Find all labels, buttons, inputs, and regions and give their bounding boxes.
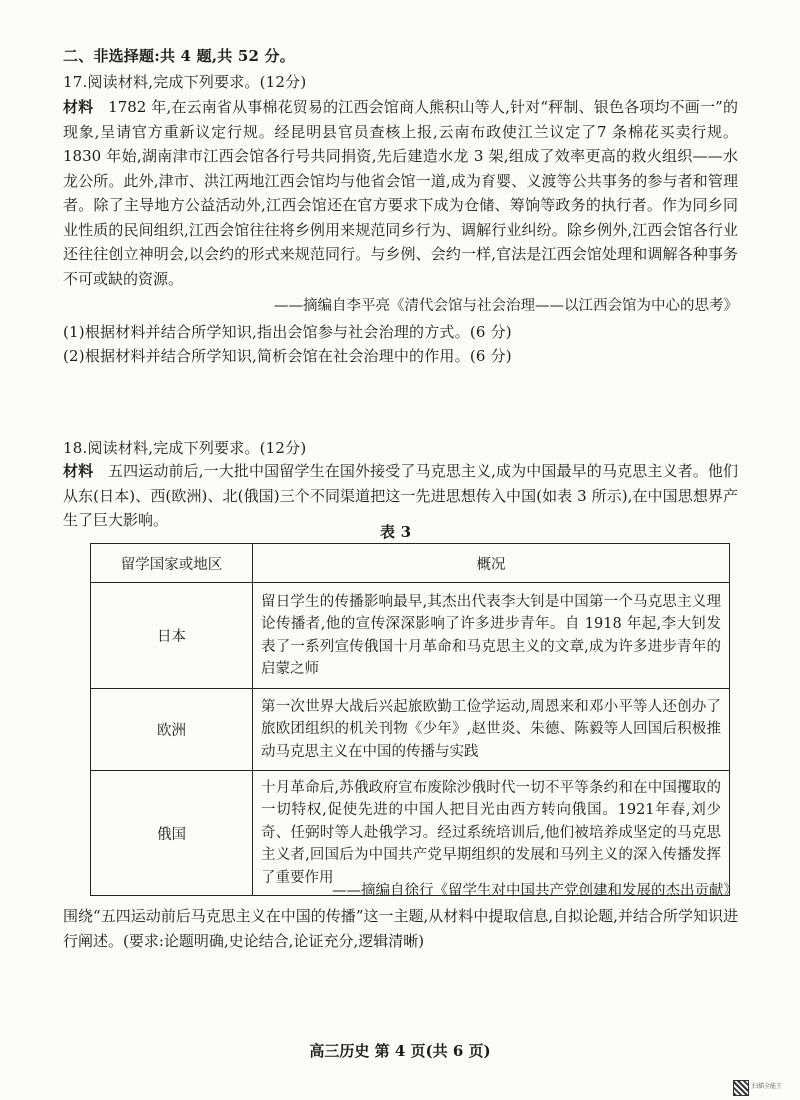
table-row — [91, 771, 730, 896]
q17-sub1: (1)根据材料并结合所学知识,指出会馆参与社会治理的方式。(6 分) — [63, 323, 512, 341]
q18-material-text: 五四运动前后,一大批中国留学生在国外接受了马克思主义,成为中国最早的马克思主义者。他们从东(日本)、西(欧洲)、北(俄国)三个不同渠道把这一先进思想传入中国(如表 3 所示),在中国思想界产生了巨大影响。 — [63, 462, 738, 529]
table-row — [91, 689, 730, 771]
q17-material-label: 材料 — [63, 98, 94, 116]
table-cell-region: 欧洲 — [91, 689, 253, 771]
table-3 — [90, 543, 730, 896]
q17-material — [63, 95, 738, 291]
table-cell-desc: 留日学生的传播影响最早,其杰出代表李大钊是中国第一个马克思主义理论传播者,他的宣传深深影响了许多进步青年。自 1918 年起,李大钊发表了一系列宣传俄国十月革命和马克思主义的文章,成为许多进步青年的启蒙之师 — [253, 583, 730, 689]
q18-material-label: 材料 — [63, 462, 94, 480]
table-cell-region: 日本 — [91, 583, 253, 689]
q18-source: ——摘编自徐行《留学生对中国共产党创建和发展的杰出贡献》 — [332, 883, 738, 899]
table-header-overview: 概况 — [253, 544, 730, 583]
q17-title: 17.阅读材料,完成下列要求。(12分) — [63, 73, 307, 91]
table-cell-desc: 第一次世界大战后兴起旅欧勤工俭学运动,周恩来和邓小平等人还创办了旅欧团组织的机关刊物《少年》,赵世炎、朱德、陈毅等人回国后积极推动马克思主义在中国的传播与实践 — [253, 689, 730, 771]
table-header-region: 留学国家或地区 — [91, 544, 253, 583]
table-header-row — [91, 544, 730, 583]
page-footer: 高三历史 第 4 页(共 6 页) — [309, 1042, 491, 1060]
table-row — [91, 583, 730, 689]
q18-prompt: 围绕“五四运动前后马克思主义在中国的传播”这一主题,从材料中提取信息,自拟论题,并结合所学知识进行阐述。(要求:论题明确,史论结合,论证充分,逻辑清晰) — [63, 907, 738, 950]
table-caption: 表 3 — [380, 523, 412, 541]
scanner-watermark: 扫描全能王 — [752, 1083, 783, 1090]
qr-code-icon — [733, 1080, 749, 1096]
q17-source: ——摘编自李平亮《清代会馆与社会治理——以江西会馆为中心的思考》 — [274, 298, 738, 314]
section-header: 二、非选择题:共 4 题,共 52 分。 — [63, 47, 295, 65]
q17-sub2: (2)根据材料并结合所学知识,简析会馆在社会治理中的作用。(6 分) — [63, 347, 512, 365]
q17-material-text: 1782 年,在云南省从事棉花贸易的江西会馆商人熊积山等人,针对“秤制、银色各项均不画一”的现象,呈请官方重新议定行规。经昆明县官员查核上报,云南布政使江兰议定了7 条棉花买卖行规。1830 年始,湖南津市江西会馆各行号共同捐资,先后建造水龙 3 架,组成了效率更高的救火组织——水龙公所。此外,津市、洪江两地江西会馆均与他省会馆一道,成为育婴、义渡等公共事务的参与者和管理者。除了主导地方公益活动外,江西会馆还在官方要求下成为仓储、筹饷等政务的执行者。作为同乡同业性质的民间组织,江西会馆往往将乡例用来规范同乡行为、调解行业纠纷。除乡例外,江西会馆各行业还往往创立神明会,以会约的形式来规范同行。与乡例、会约一样,官法是江西会馆处理和调解各种事务不可或缺的资源。 — [63, 98, 738, 288]
table-cell-region: 俄国 — [91, 771, 253, 896]
table-cell-desc: 十月革命后,苏俄政府宣布废除沙俄时代一切不平等条约和在中国攫取的一切特权,促使先进的中国人把目光由西方转向俄国。1921年春,刘少奇、任弼时等人赴俄学习。经过系统培训后,他们被培养成坚定的马克思主义者,回国后为中国共产党早期组织的发展和马列主义的深入传播发挥了重要作用 — [253, 771, 730, 896]
q18-title: 18.阅读材料,完成下列要求。(12分) — [63, 439, 307, 457]
